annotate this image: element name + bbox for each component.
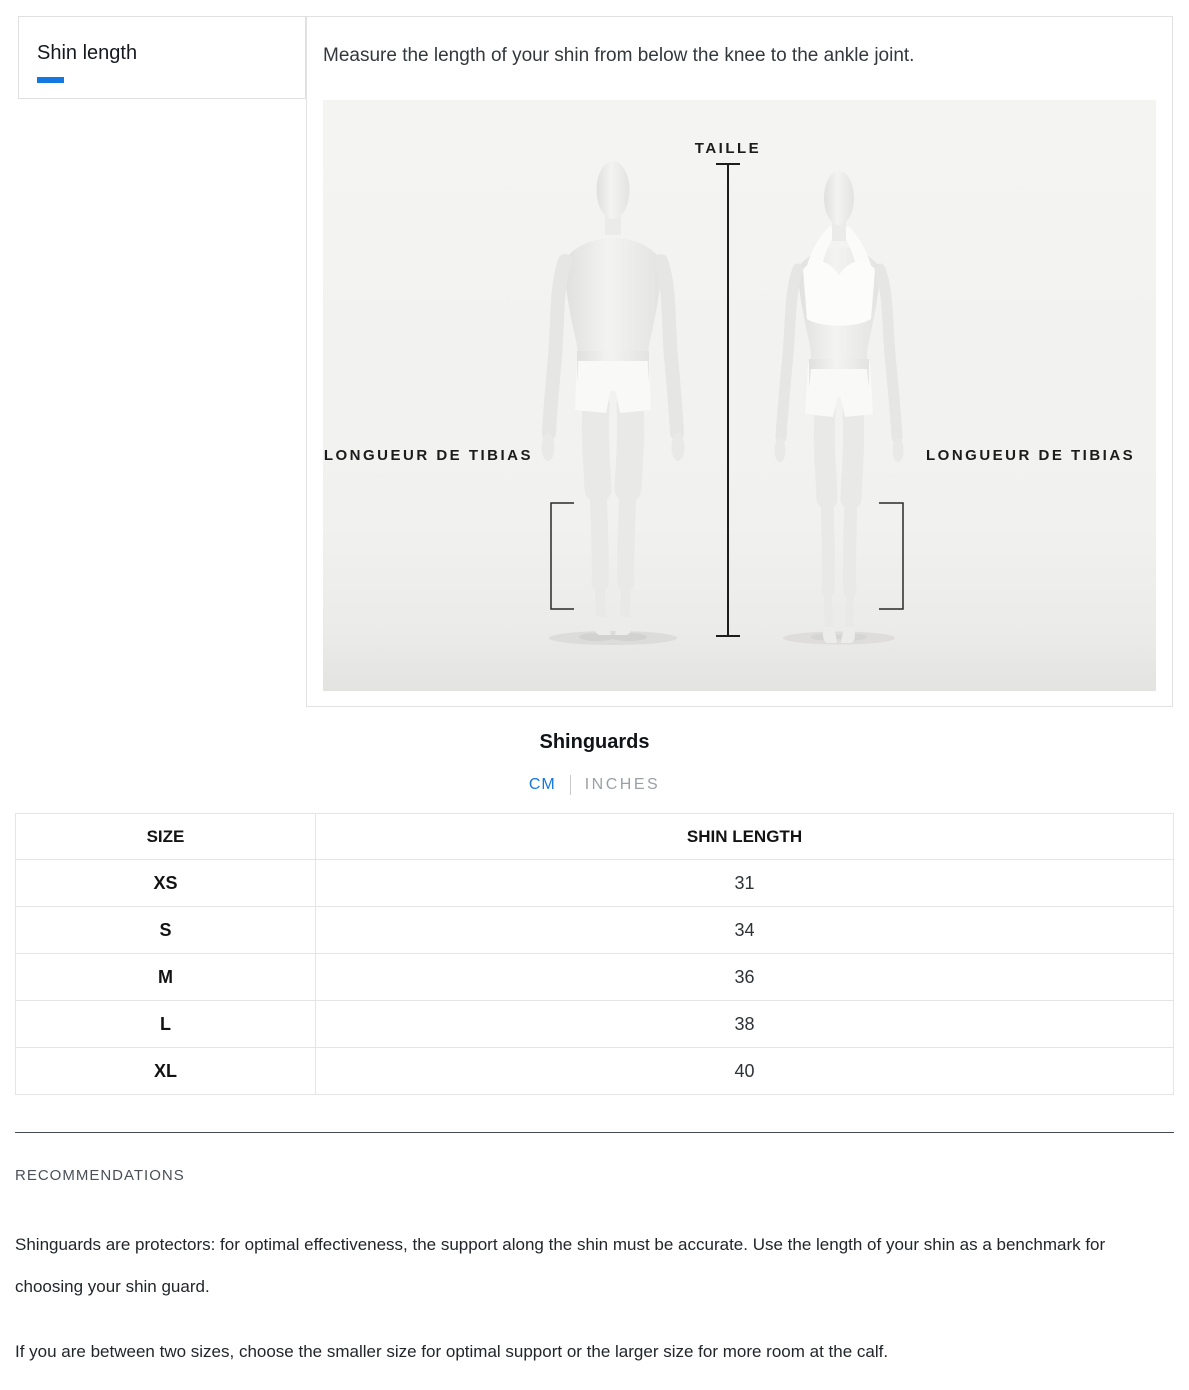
column-header-shin-length: SHIN LENGTH [316,814,1174,860]
size-table [15,813,1174,1095]
shin-length-value: 38 [316,1001,1174,1048]
shin-length-value: 36 [316,954,1174,1001]
unit-toggle [0,773,1189,797]
size-value: M [16,954,316,1001]
table-row [16,860,1174,907]
recommendations-heading: RECOMMENDATIONS [15,1167,185,1184]
tab-label: Shin length [37,42,138,64]
table-row [16,907,1174,954]
shin-length-label-left: LONGUEUR DE TIBIAS [323,447,533,464]
table-title: Shinguards [539,731,650,753]
table-row [16,1001,1174,1048]
shin-length-value: 40 [316,1048,1174,1095]
size-value: L [16,1001,316,1048]
table-row [16,954,1174,1001]
table-row [16,1048,1174,1095]
content-panel [306,16,1173,707]
figure-background [323,100,1156,691]
size-value: XL [16,1048,316,1095]
measurement-figure [323,100,1156,691]
recommendation-paragraph-1: Shinguards are protectors: for optimal effectiveness, the support along the shin must be accurate. Use the length of your shin as a benchmark for choosing your shin guard. [15,1235,1106,1296]
active-tab-indicator [37,77,64,83]
instruction-text: Measure the length of your shin from below the knee to the ankle joint. [323,45,915,66]
mannequin-illustration [323,100,1156,691]
size-value: S [16,907,316,954]
column-header-size: SIZE [16,814,316,860]
unit-cm-button[interactable]: CM [528,776,556,793]
unit-inches-button[interactable]: INCHES [584,776,661,793]
unit-divider [570,775,571,795]
shin-length-value: 34 [316,907,1174,954]
recommendation-paragraph-2: If you are between two sizes, choose the smaller size for optimal support or the larger size for more room at the calf. [15,1342,889,1361]
table-header-row [16,814,1174,860]
shin-length-value: 31 [316,860,1174,907]
taille-label: TAILLE [694,140,762,157]
tab-shin-length[interactable] [18,16,306,99]
section-divider [15,1132,1174,1133]
shin-length-label-right: LONGUEUR DE TIBIAS [926,447,1136,464]
size-value: XS [16,860,316,907]
